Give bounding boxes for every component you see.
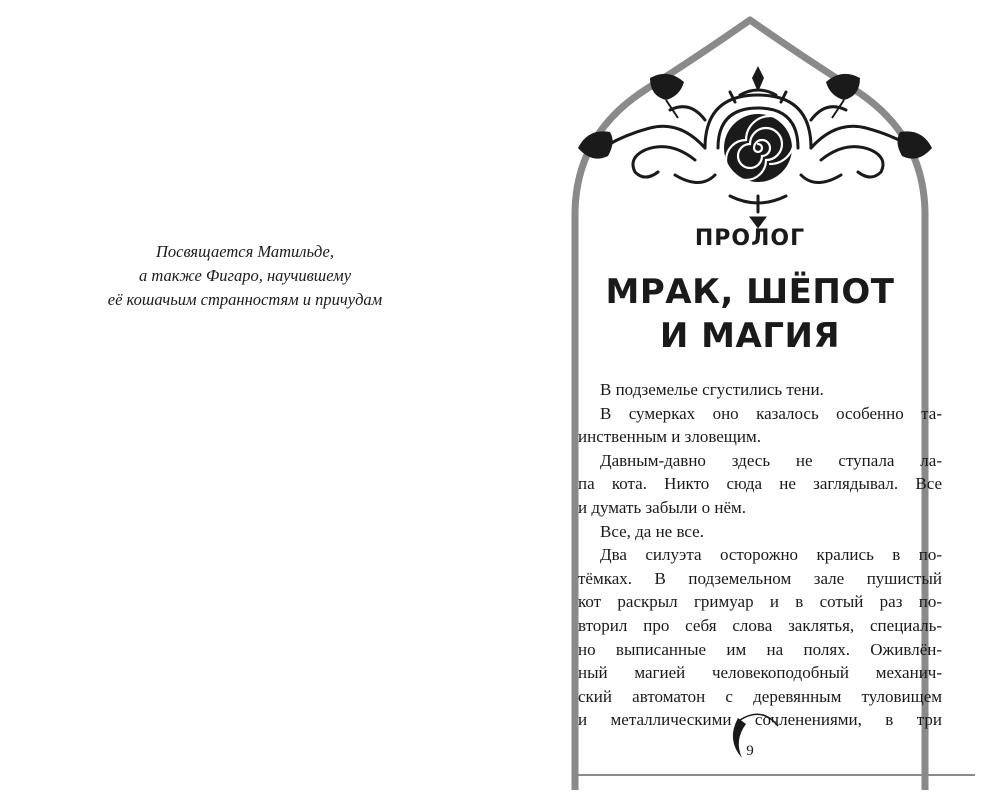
body-line: тёмках. В подземельном зале пушистый xyxy=(578,568,942,588)
chapter-title-line: И МАГИЯ xyxy=(659,316,841,356)
body-text xyxy=(578,378,942,732)
chapter-title-line: МРАК, ШЁПОТ xyxy=(605,272,895,312)
body-line: и думать забыли о нём. xyxy=(578,497,747,517)
body-line: кот раскрыл гримуар и в сотый раз по- xyxy=(578,592,942,612)
body-line: ный магией человекоподобный механич- xyxy=(578,663,942,683)
ginkgo-leaf-icon xyxy=(826,74,932,159)
body-line: ский автоматон с деревянным туловищем xyxy=(578,686,942,706)
body-line: Все, да не все. xyxy=(600,521,704,541)
body-line: В сумерках оно казалось особенно та- xyxy=(600,403,942,423)
chapter-label: ПРОЛОГ xyxy=(694,226,806,251)
dedication-line: а также Фигаро, научившему xyxy=(138,266,352,285)
body-line: па кота. Никто сюда не заглядывал. Все xyxy=(578,474,942,494)
body-line: В подземелье сгустились тени. xyxy=(600,380,824,399)
body-line: вторил про себя слова заклятья, специаль- xyxy=(578,615,942,635)
body-line: инственным и зловещим. xyxy=(578,427,761,447)
body-line: но выписанные им на полях. Оживлён- xyxy=(578,639,942,659)
dedication xyxy=(40,240,450,312)
dedication-line: её кошачьим странностям и причудам xyxy=(107,290,383,309)
chapter-title xyxy=(500,270,1000,358)
body-line: Два силуэта осторожно крались в по- xyxy=(600,545,942,565)
body-line: и металлическими сочленениями, в три xyxy=(578,710,942,730)
dedication-line: Посвящается Матильде, xyxy=(156,242,334,261)
page-number: 9 xyxy=(746,743,754,759)
right-page xyxy=(500,0,1000,800)
body-line: Давным-давно здесь не ступала ла- xyxy=(600,450,942,470)
